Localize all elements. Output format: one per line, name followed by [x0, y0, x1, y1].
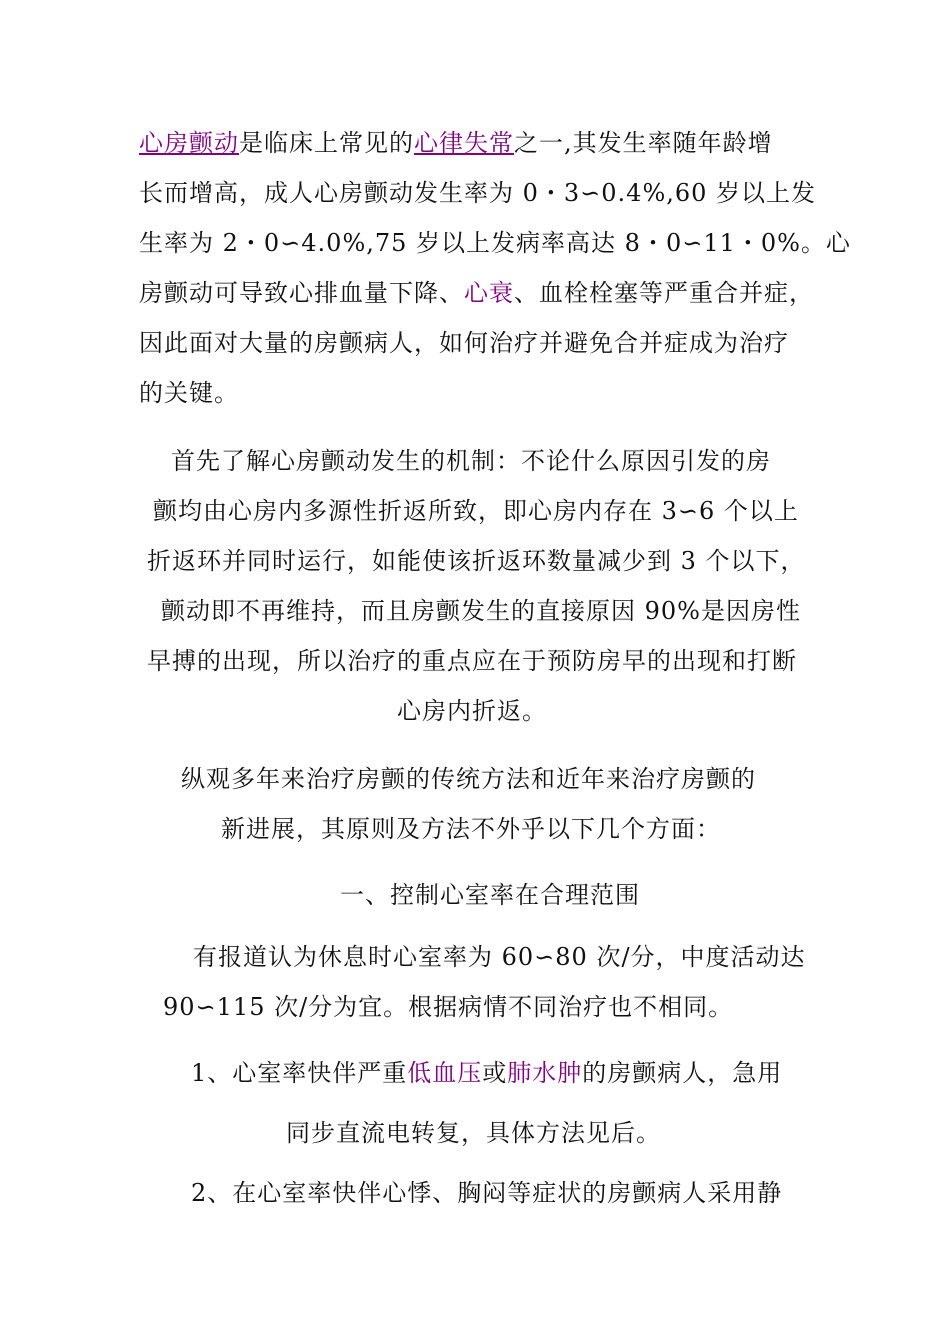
p2-line-3: 折返环并同时运行，如能使该折返环数量减少到 3 个以下， [147, 547, 806, 575]
item1-text: 的房颤病人，急用 [582, 1059, 783, 1087]
p2-line-2: 颤均由心房内多源性折返所致，即心房内存在 3∽6 个以上 [153, 497, 799, 525]
pulmonary-edema-term[interactable]: 肺水肿 [507, 1059, 583, 1087]
item1-text: 或 [482, 1059, 508, 1087]
p3-line-1: 纵观多年来治疗房颤的传统方法和近年来治疗房颤的 [181, 765, 756, 793]
heart-failure-term[interactable]: 心衰 [464, 279, 514, 307]
p1-line-6: 的关键。 [139, 379, 239, 407]
p3-line-2: 新进展，其原则及方法不外乎以下几个方面： [221, 815, 721, 843]
p2-line-1: 首先了解心房颤动发生的机制：不论什么原因引发的房 [171, 447, 771, 475]
item2-line-1: 2、在心室率快伴心悸、胸闷等症状的房颤病人采用静 [191, 1179, 783, 1207]
item1-line-1 [191, 1058, 782, 1088]
p1-line-5: 因此面对大量的房颤病人，如何治疗并避免合并症成为治疗 [139, 329, 789, 357]
p4-line-1: 有报道认为休息时心室率为 60∽80 次/分，中度活动达 [193, 943, 806, 971]
section-heading-1: 一、控制心室率在合理范围 [340, 881, 640, 909]
item1-line-2: 同步直流电转复，具体方法见后。 [286, 1119, 661, 1147]
arrhythmia-link[interactable]: 心律失常 [414, 129, 514, 157]
p1-text: 房颤动可导致心排血量下降、 [139, 279, 464, 307]
p1-line-2: 长而增高，成人心房颤动发生率为 0・3∽0.4%,60 岁以上发 [139, 179, 817, 207]
p1-text: 是临床上常见的 [239, 129, 414, 157]
hypotension-term[interactable]: 低血压 [407, 1059, 483, 1087]
p1-line-3: 生率为 2・0∽4.0%,75 岁以上发病率高达 8・0∽11・0%。心 [139, 229, 851, 257]
p1-text: 之一,其发生率随年龄增 [514, 129, 773, 157]
p1-text: 、血栓栓塞等严重合并症， [514, 279, 814, 307]
p2-line-6: 心房内折返。 [397, 697, 547, 725]
p4-line-2: 90∽115 次/分为宜。根据病情不同治疗也不相同。 [163, 993, 734, 1021]
p1-line-1 [139, 128, 773, 158]
atrial-fibrillation-link[interactable]: 心房颤动 [139, 129, 239, 157]
p2-line-4: 颤动即不再维持，而且房颤发生的直接原因 90%是因房性 [161, 597, 801, 625]
p2-line-5: 早搏的出现，所以治疗的重点应在于预防房早的出现和打断 [147, 647, 797, 675]
item1-text: 1、心室率快伴严重 [191, 1059, 408, 1087]
p1-line-4 [139, 278, 814, 308]
